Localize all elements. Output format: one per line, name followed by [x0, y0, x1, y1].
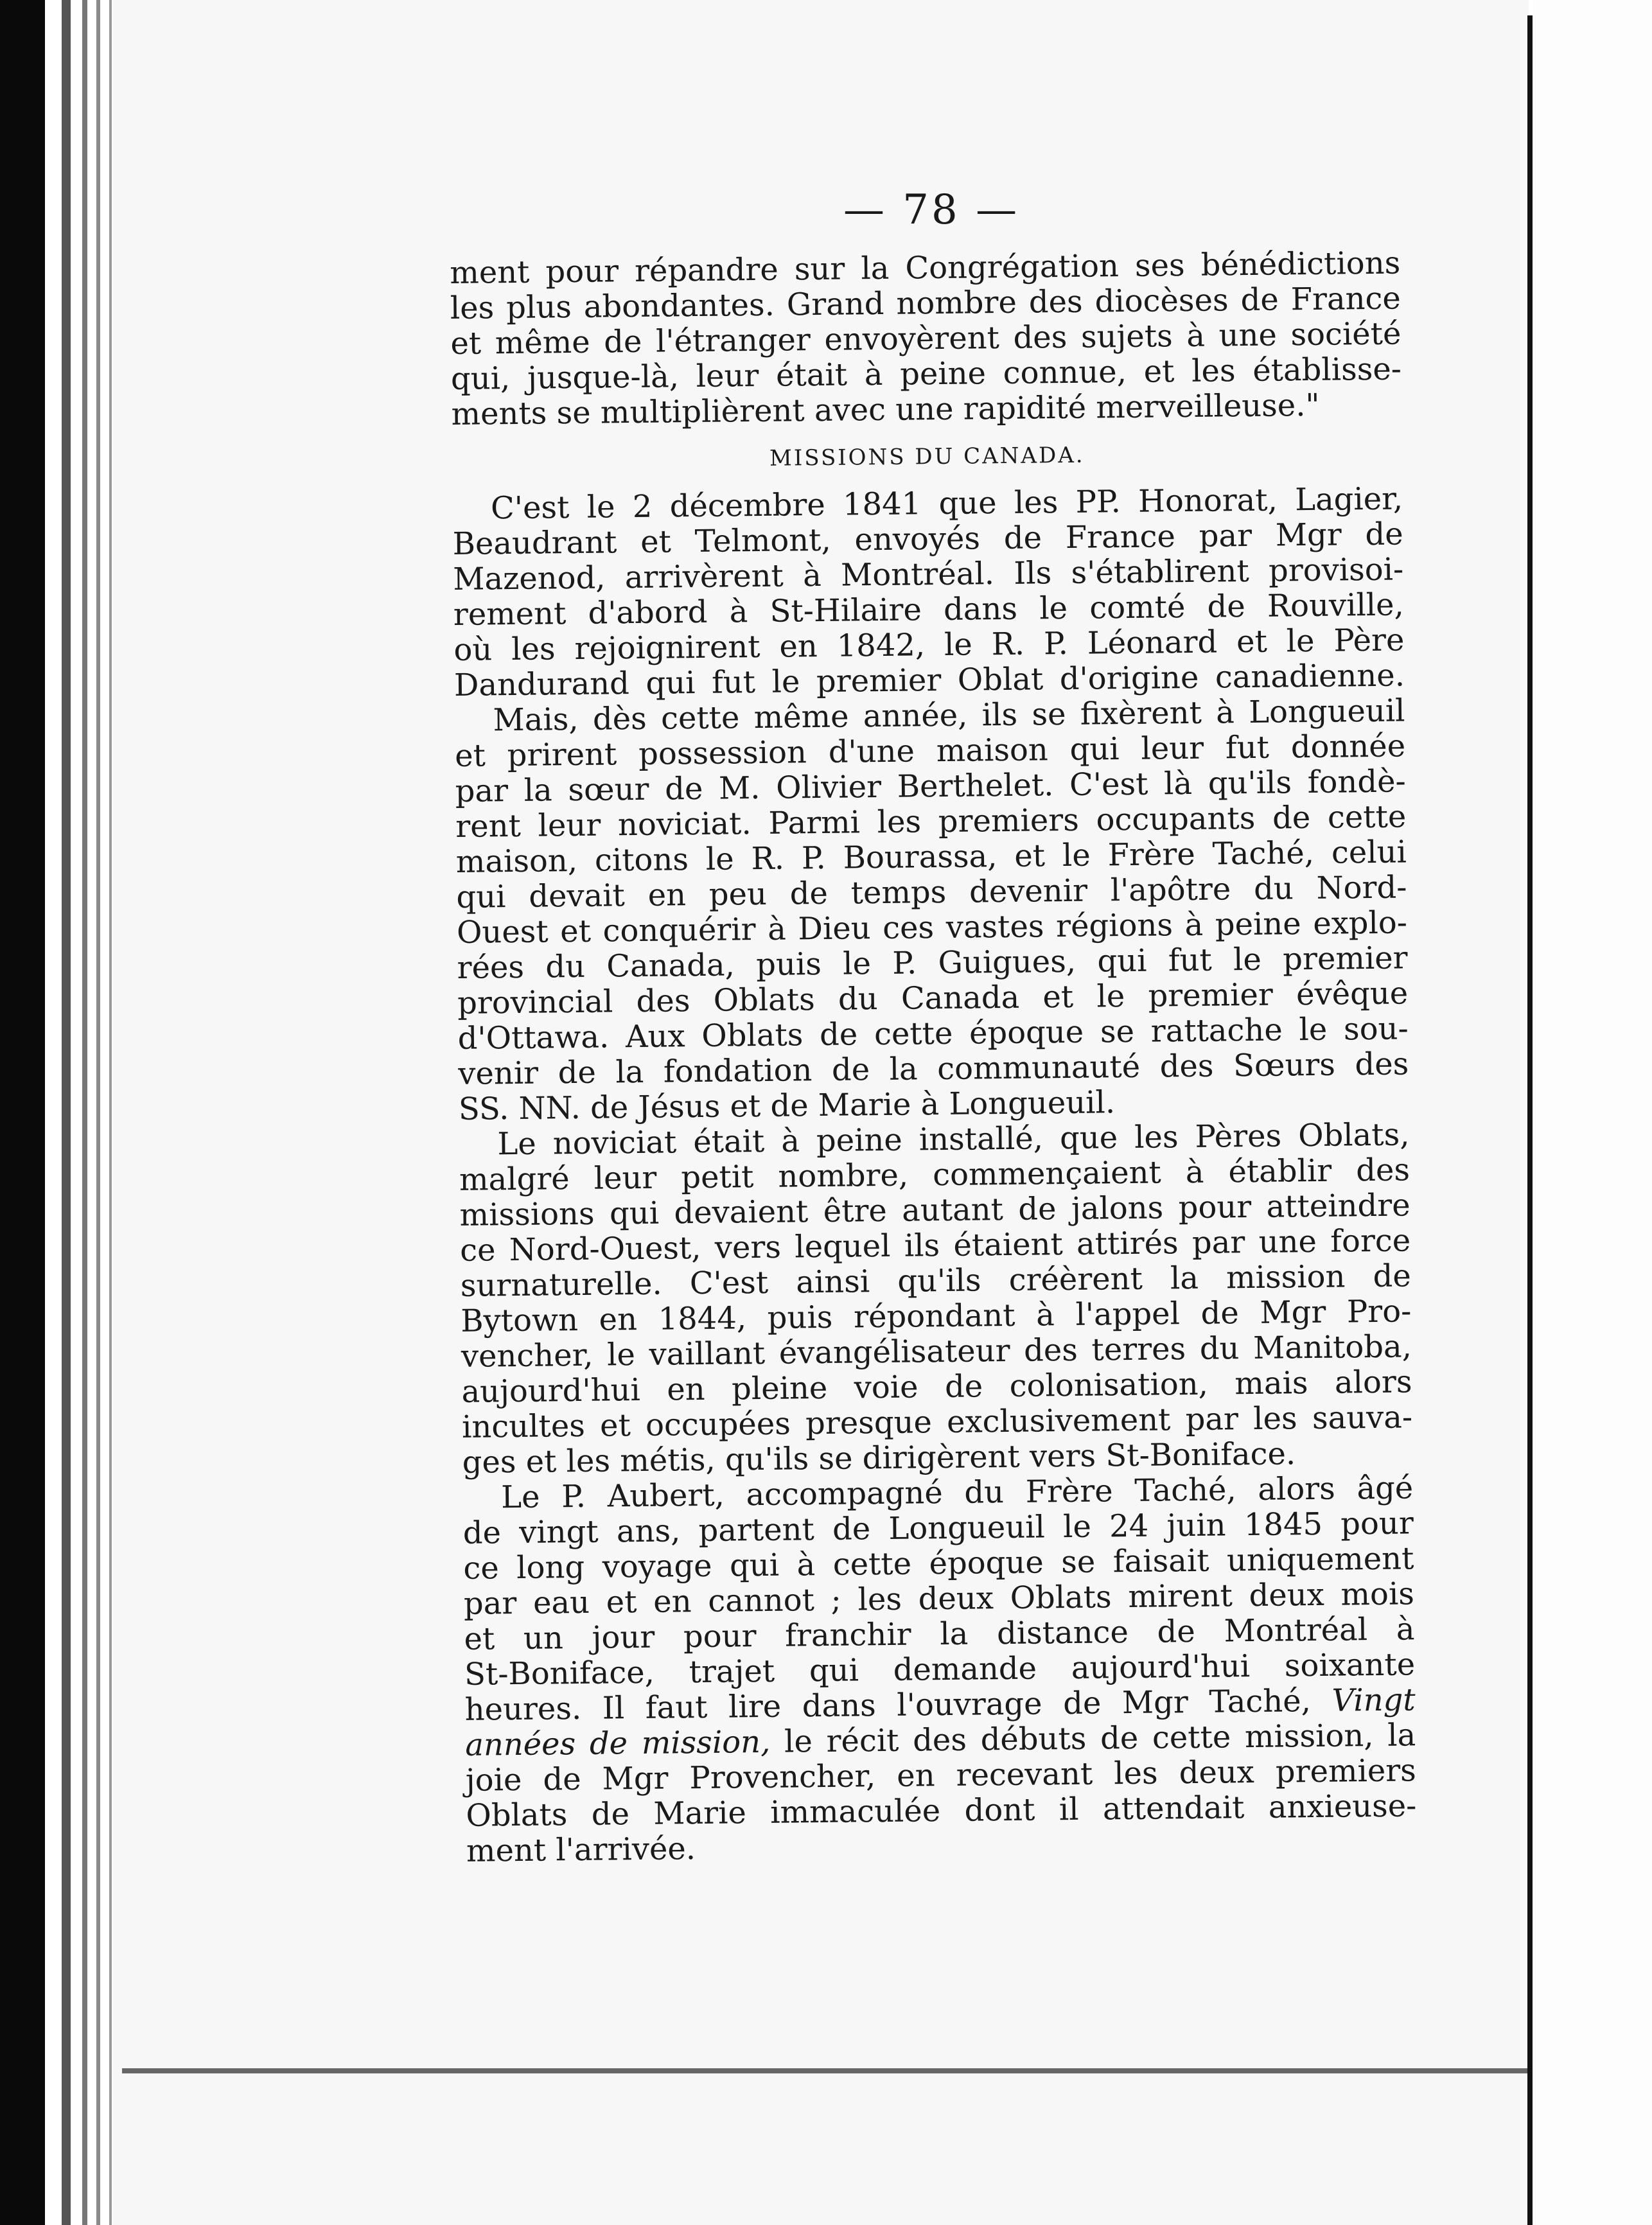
text-line: et même de l'étranger envoyèrent des sujets à une société — [450, 315, 1402, 362]
right-margin — [1533, 0, 1652, 2225]
text-line: Mazenod, arrivèrent à Montréal. Ils s'établirent provisoi- — [452, 551, 1404, 597]
book-spine-edge — [0, 0, 45, 2225]
text-line: Bytown en 1844, puis répondant à l'appel de Mgr Pro- — [461, 1293, 1412, 1339]
text-line: ce long voyage qui à cette époque se faisait uniquement — [463, 1540, 1414, 1587]
text-line: par la sœur de M. Olivier Berthelet. C'est là qu'ils fondè- — [455, 763, 1406, 809]
text-line: ments se multiplièrent avec une rapidité merveilleuse." — [451, 387, 1320, 432]
body-text — [450, 246, 1417, 1869]
text-line: St-Boniface, trajet qui demande aujourd'hui soixante — [464, 1646, 1416, 1693]
paragraph-continued — [450, 246, 1402, 432]
text-line: malgré leur petit nombre, commençaient à établir des — [459, 1152, 1410, 1198]
page-stack-edge — [82, 0, 87, 2225]
text-line: de vingt ans, partent de Longueuil le 24 juin 1845 pour — [462, 1505, 1414, 1551]
text-line: ment l'arrivée. — [466, 1831, 696, 1869]
text-line: ges et les métis, qu'ils se dirigèrent vers St-Boniface. — [462, 1436, 1296, 1481]
text-line: Beaudrant et Telmont, envoyés de France par Mgr de — [452, 516, 1403, 562]
text-line: et prirent possession d'une maison qui leur fut donnée — [454, 728, 1406, 774]
text-line: maison, citons le R. P. Bourassa, et le Frère Taché, celui — [455, 834, 1407, 880]
text-fragment: le récit des débuts de cette mission, la — [770, 1717, 1416, 1760]
text-line: ment pour répandre sur la Congrégation ses bénédictions — [449, 245, 1401, 291]
italic-book-title: Vingt — [1331, 1682, 1416, 1719]
text-line: les plus abondantes. Grand nombre des diocèses de France — [450, 280, 1402, 326]
text-line: qui, jusque-là, leur était à peine connue, et les établisse- — [450, 351, 1402, 397]
text-line: qui devait en peu de temps devenir l'apôtre du Nord- — [456, 869, 1407, 915]
text-line: rent leur noviciat. Parmi les premiers occupants de cette — [455, 798, 1407, 845]
text-line: aujourd'hui en pleine voie de colonisation, mais alors — [461, 1364, 1412, 1410]
text-line: Ouest et conquérir à Dieu ces vastes régions à peine explo- — [456, 904, 1408, 951]
text-line: où les rejoignirent en 1842, le R. P. Léonard et le Père — [453, 622, 1405, 668]
text-line: surnaturelle. C'est ainsi qu'ils créèrent la mission de — [460, 1258, 1412, 1304]
text-fragment: heures. Il faut lire dans l'ouvrage de Mgr Taché, — [464, 1683, 1312, 1728]
section-heading: MISSIONS DU CANADA. — [769, 442, 1085, 471]
text-line: Le noviciat était à peine installé, que les Pères Oblats, — [497, 1116, 1410, 1163]
text-line: Le P. Aubert, accompagné du Frère Taché, alors âgé — [500, 1470, 1414, 1516]
text-line: joie de Mgr Provencher, en recevant les deux premiers — [465, 1752, 1417, 1798]
text-line: ce Nord-Ouest, vers lequel ils étaient attirés par une force — [459, 1222, 1411, 1269]
text-line: rement d'abord à St-Hilaire dans le comté de Rouville, — [453, 586, 1405, 633]
text-line: venir de la fondation de la communauté des Sœurs des — [458, 1046, 1409, 1092]
text-line: Dandurand qui fut le premier Oblat d'origine canadienne. — [453, 657, 1405, 703]
page-stack-edge — [62, 0, 71, 2225]
text-line: d'Ottawa. Aux Oblats de cette époque se rattache le sou- — [457, 1010, 1409, 1057]
text-line: incultes et occupées presque exclusivement par les sauva- — [461, 1399, 1413, 1445]
text-line: SS. NN. de Jésus et de Marie à Longueuil. — [458, 1084, 1116, 1127]
section-body — [452, 481, 1417, 1869]
page-stack-edge — [96, 0, 100, 2225]
page-bottom-edge — [122, 2068, 1529, 2073]
text-line: Oblats de Marie immaculée dont il attendait anxieuse- — [466, 1788, 1417, 1834]
page-number: — 78 — — [843, 186, 1020, 234]
text-line: vencher, le vaillant évangélisateur des terres du Manitoba, — [461, 1328, 1412, 1375]
page-right-edge — [1527, 15, 1533, 2225]
italic-book-title: années de mission, — [464, 1723, 771, 1763]
text-line: par eau et en cannot ; les deux Oblats mirent deux mois — [463, 1576, 1415, 1622]
text-line: rées du Canada, puis le P. Guigues, qui fut le premier — [457, 940, 1408, 986]
page-stack-edge — [109, 0, 112, 2225]
text-line: C'est le 2 décembre 1841 que les PP. Honorat, Lagier, — [490, 480, 1403, 527]
text-line: Mais, dès cette même année, ils se fixèrent à Longueuil — [493, 692, 1405, 739]
text-line: et un jour pour franchir la distance de Montréal à — [464, 1611, 1415, 1657]
text-line: missions qui devaient être autant de jalons pour atteindre — [459, 1187, 1410, 1233]
text-line: provincial des Oblats du Canada et le premier évêque — [457, 975, 1409, 1021]
